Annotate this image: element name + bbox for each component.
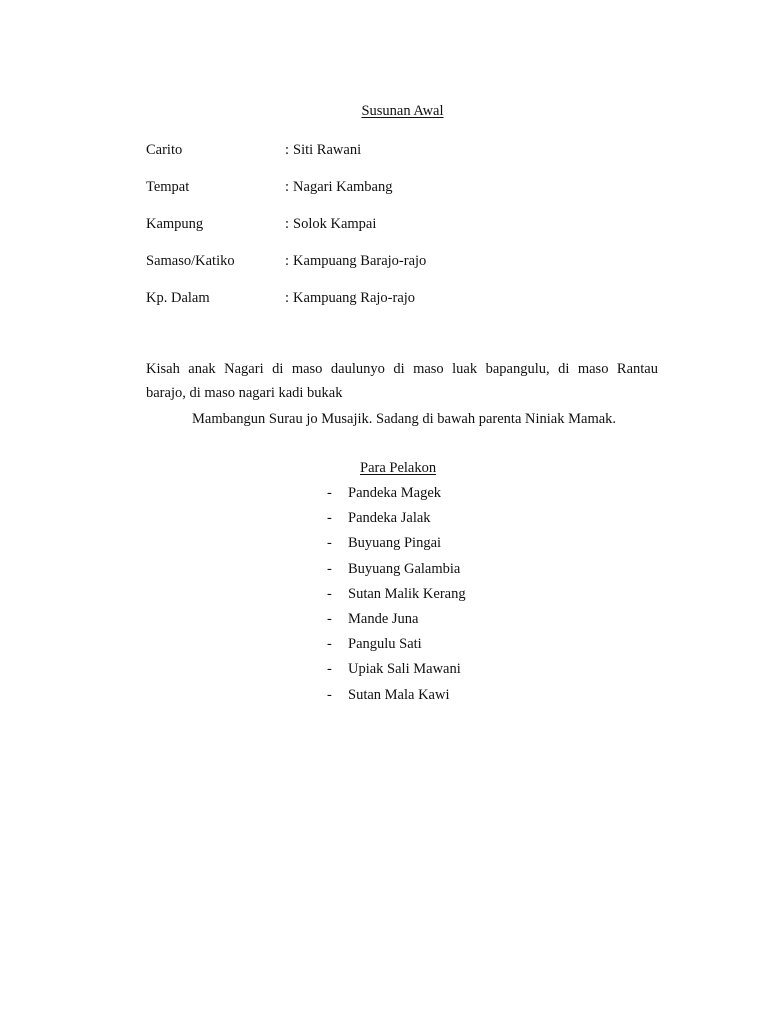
bullet-dash: - [327, 485, 332, 501]
cast-member-name: Pangulu Sati [348, 636, 422, 653]
meta-row-kp-dalam [146, 288, 666, 308]
meta-row-tempat [146, 177, 666, 197]
meta-row-kampung [146, 214, 666, 234]
list-item [327, 659, 466, 684]
meta-value-text: Kampuang Rajo-rajo [293, 290, 416, 306]
meta-value-text: Nagari Kambang [293, 179, 393, 195]
list-item [327, 559, 466, 584]
synopsis-line: Kisah anak Nagari di maso daulunyo di maso luak bapangulu, di maso Rantau [146, 361, 658, 377]
list-item [327, 483, 466, 508]
cast-member-name: Upiak Sali Mawani [348, 661, 461, 678]
meta-value [285, 288, 415, 308]
synopsis-indented-line: Mambangun Surau jo Musajik. Sadang di bawah parenta Niniak Mamak. [192, 411, 617, 427]
meta-colon: : [285, 290, 290, 306]
cast-member-name: Pandeka Jalak [348, 510, 431, 527]
meta-row-carito [146, 140, 666, 160]
bullet-dash: - [327, 585, 332, 602]
meta-colon: : [285, 179, 290, 195]
meta-value [285, 177, 392, 197]
cast-member-name: Buyuang Pingai [348, 535, 442, 552]
meta-row-samaso-katiko [146, 251, 666, 271]
meta-label: Carito [146, 142, 183, 158]
cast-member-name: Pandeka Magek [348, 485, 442, 501]
list-item [327, 533, 466, 558]
cast-title: Para Pelakon [360, 460, 437, 476]
bullet-dash: - [327, 510, 332, 527]
bullet-dash: - [327, 535, 332, 552]
list-item [327, 584, 466, 609]
meta-label: Tempat [146, 179, 190, 195]
synopsis-line: barajo, di maso nagari kadi bukak [146, 385, 343, 401]
cast-member-name: Sutan Mala Kawi [348, 686, 450, 703]
cast-list [327, 483, 466, 710]
list-item [327, 609, 466, 634]
cast-member-name: Mande Juna [348, 610, 419, 627]
cast-member-name: Sutan Malik Kerang [348, 585, 466, 602]
meta-value [285, 140, 361, 160]
bullet-dash: - [327, 560, 332, 577]
bullet-dash: - [327, 686, 332, 703]
bullet-dash: - [327, 661, 332, 678]
list-item [327, 685, 466, 710]
meta-label: Kp. Dalam [146, 290, 210, 306]
meta-value [285, 214, 376, 234]
meta-value-text: Kampuang Barajo-rajo [293, 253, 427, 269]
meta-label: Samaso/Katiko [146, 253, 235, 269]
meta-colon: : [285, 142, 290, 158]
synopsis-paragraph [146, 357, 658, 405]
meta-colon: : [285, 253, 290, 269]
list-item [327, 634, 466, 659]
bullet-dash: - [327, 636, 332, 653]
meta-value [285, 251, 426, 271]
meta-value-text: Siti Rawani [293, 142, 362, 158]
meta-label: Kampung [146, 216, 204, 232]
document-title: Susunan Awal [361, 103, 444, 119]
meta-colon: : [285, 216, 290, 232]
list-item [327, 508, 466, 533]
cast-member-name: Buyuang Galambia [348, 560, 461, 577]
meta-value-text: Solok Kampai [293, 216, 377, 232]
bullet-dash: - [327, 610, 332, 627]
